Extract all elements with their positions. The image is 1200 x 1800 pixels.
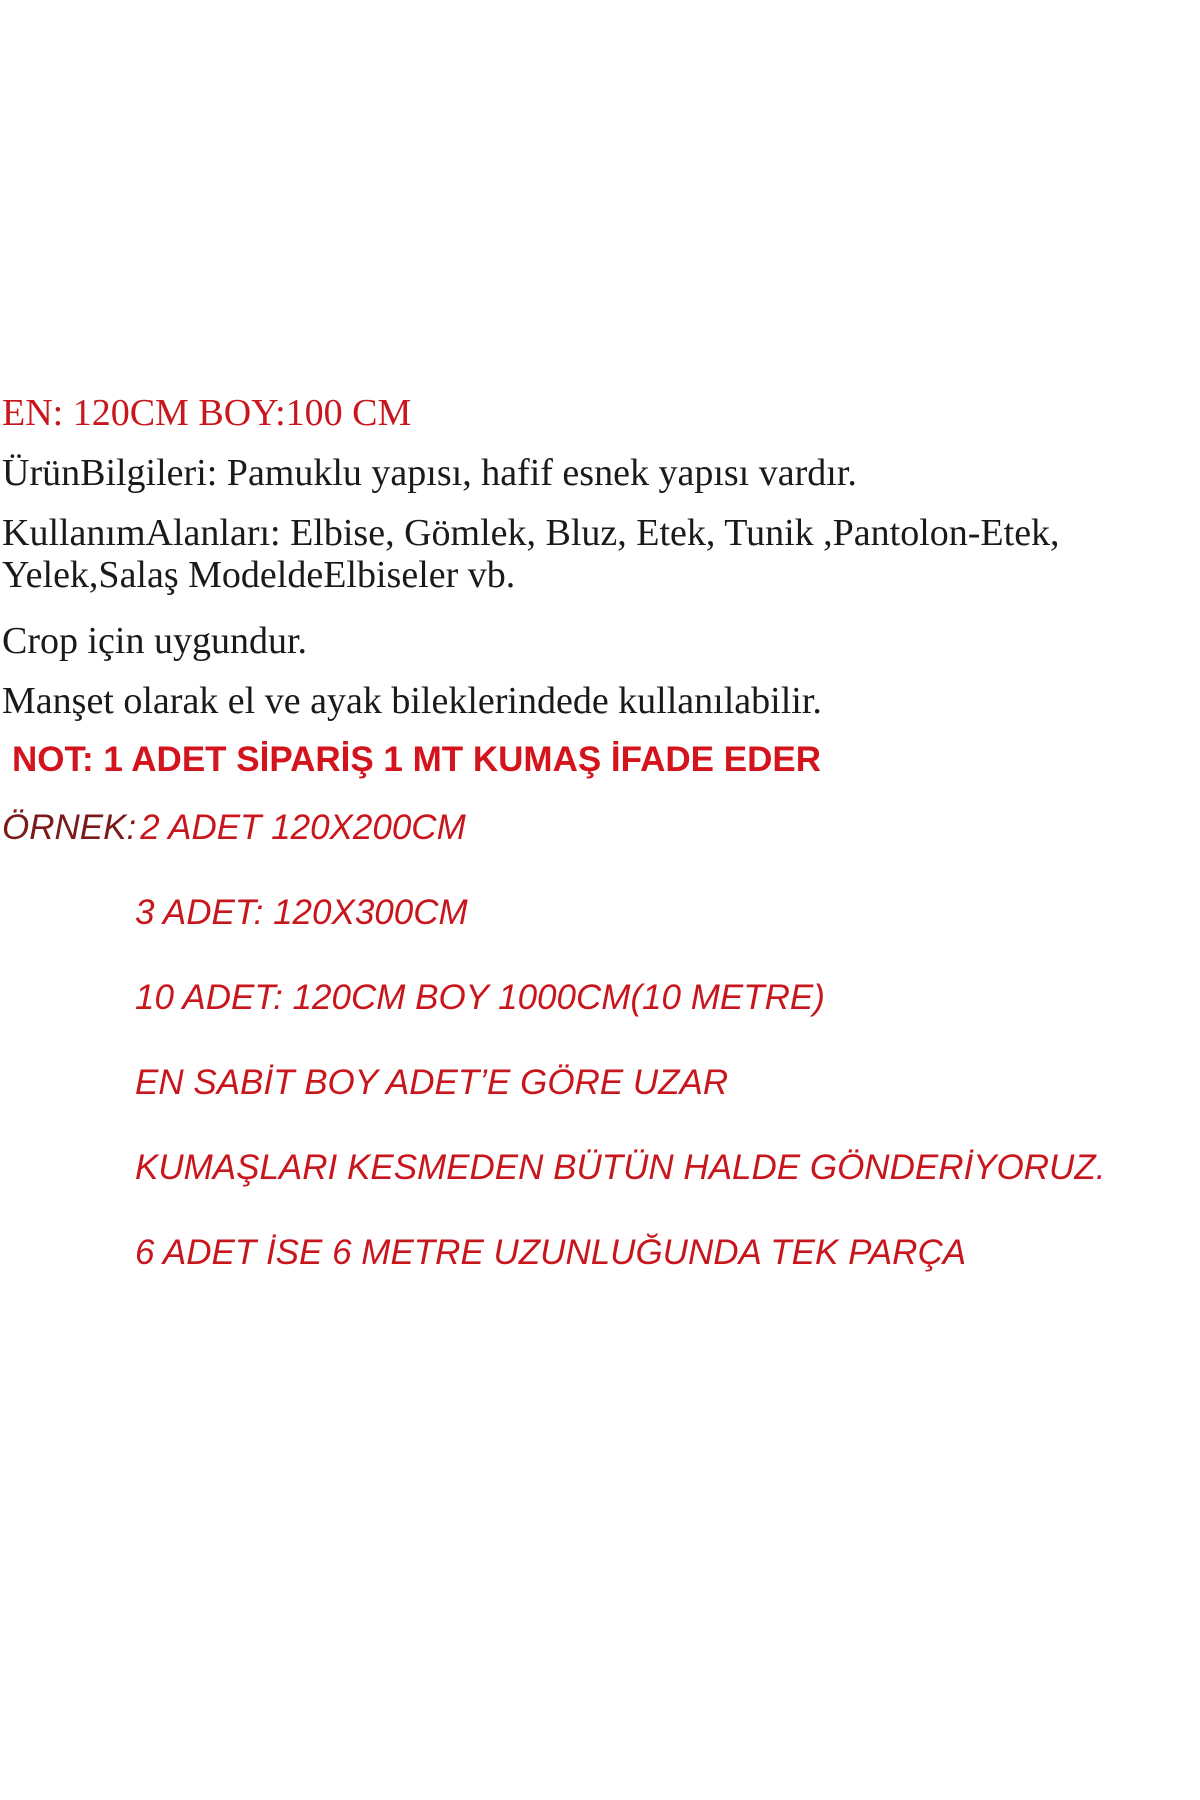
example-item: 6 ADET İSE 6 METRE UZUNLUĞUNDA TEK PARÇA <box>135 1233 967 1272</box>
order-note: NOT: 1 ADET SİPARİŞ 1 MT KUMAŞ İFADE EDER <box>12 740 821 779</box>
example-item: 10 ADET: 120CM BOY 1000CM(10 METRE) <box>135 978 825 1017</box>
example-item: EN SABİT BOY ADET’E GÖRE UZAR <box>135 1063 729 1102</box>
dimensions-line: EN: 120CM BOY:100 CM <box>2 392 412 434</box>
crop-note: Crop için uygundur. <box>2 620 308 662</box>
cuff-note: Manşet olarak el ve ayak bileklerindede kullanılabilir. <box>2 680 822 722</box>
product-info: ÜrünBilgileri: Pamuklu yapısı, hafif esnek yapısı vardır. <box>2 452 857 494</box>
example-item: 3 ADET: 120X300CM <box>135 893 468 932</box>
example-item: KUMAŞLARI KESMEDEN BÜTÜN HALDE GÖNDERİYORUZ. <box>135 1148 1106 1187</box>
usage-areas: KullanımAlanları: Elbise, Gömlek, Bluz, Etek, Tunik ,Pantolon-Etek, Yelek,Salaş ModeldeElbiseler vb. <box>2 512 1060 596</box>
example-first-line <box>2 808 466 848</box>
example-first: 2 ADET 120X200CM <box>140 808 466 847</box>
example-label: ÖRNEK: <box>2 808 137 847</box>
